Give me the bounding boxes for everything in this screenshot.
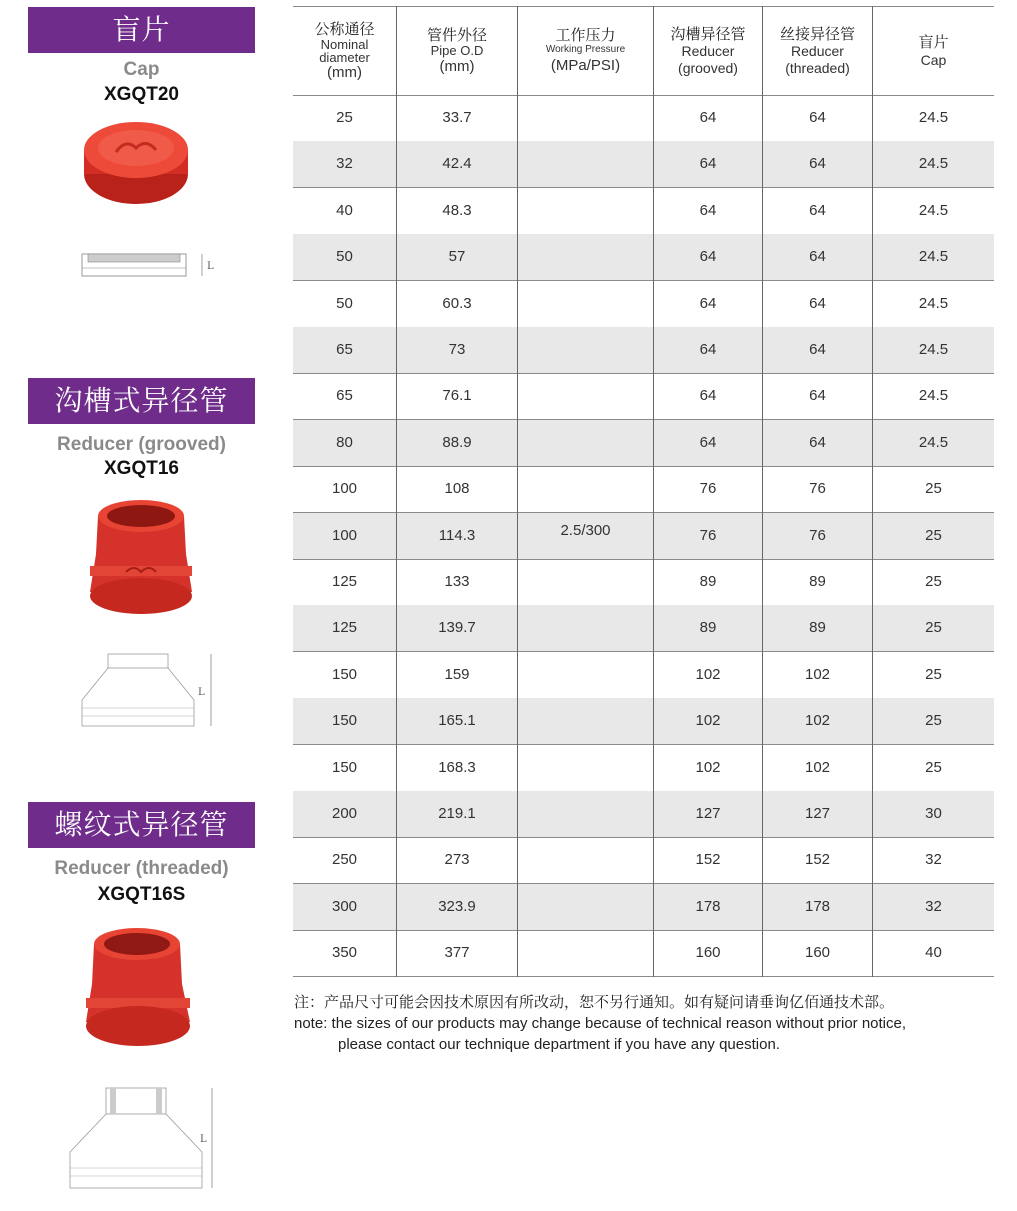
table-cell: 50	[336, 294, 353, 312]
reducer-threaded-english-name: Reducer (threaded)	[54, 858, 229, 879]
table-cell: 139.7	[438, 619, 476, 637]
cap-banner: 盲片	[28, 7, 255, 53]
table-cell: 25	[925, 526, 942, 544]
table-cell: 100	[331, 526, 358, 544]
table-cell: 350	[331, 944, 358, 962]
table-cell: 25	[925, 573, 942, 590]
table-cell: 88.9	[442, 433, 472, 451]
table-cell: 377	[444, 944, 470, 962]
table-cell: 25	[925, 712, 942, 730]
table-cell: 125	[331, 573, 358, 590]
reducer-threaded-dim-label: L	[200, 1134, 207, 1145]
column-divider	[653, 6, 654, 977]
column-divider	[762, 6, 763, 977]
table-row	[293, 234, 994, 281]
table-cell: 64	[699, 201, 717, 219]
table-row	[293, 745, 994, 792]
table-cell: 64	[809, 201, 826, 219]
table-cell: 159	[444, 665, 470, 683]
table-cell: 64	[699, 294, 717, 312]
table-cell: 64	[809, 294, 826, 312]
header-reducer-threaded: 丝接异径管 Reducer (threaded)	[779, 24, 855, 76]
header-cap: 盲片 Cap	[918, 32, 949, 68]
table-cell: 64	[699, 109, 717, 126]
table-cell: 50	[336, 248, 353, 266]
table-cell: 25	[925, 758, 942, 776]
table-cell: 48.3	[442, 201, 472, 219]
table-cell: 76	[699, 480, 717, 498]
cap-dim-label: L	[207, 261, 214, 272]
table-row	[293, 652, 994, 699]
table-cell: 200	[331, 805, 358, 822]
table-cell: 25	[336, 109, 353, 126]
reducer-grooved-photo	[86, 496, 196, 620]
cap-drawing	[80, 248, 220, 284]
table-cell: 24.5	[918, 341, 949, 358]
table-cell: 65	[336, 387, 353, 405]
table-cell: 24.5	[918, 201, 949, 219]
table-row	[293, 281, 994, 328]
table-cell: 152	[804, 851, 831, 869]
table-cell: 127	[804, 805, 831, 822]
table-cell: 24.5	[918, 387, 949, 405]
table-row	[293, 837, 994, 884]
table-row	[293, 605, 994, 652]
reducer-grooved-code: XGQT16	[104, 458, 179, 479]
table-cell: 32	[925, 851, 942, 869]
table-cell: 300	[331, 897, 358, 915]
table-cell: 24.5	[918, 155, 949, 173]
header-nominal: 公称通径 Nominal diameter (mm)	[314, 20, 375, 81]
table-row	[293, 373, 994, 420]
table-cell: 102	[695, 665, 721, 683]
table-cell: 40	[336, 201, 353, 219]
table-cell: 24.5	[918, 433, 949, 451]
table-cell: 160	[695, 944, 721, 962]
product-column	[0, 0, 280, 1211]
column-divider	[872, 6, 873, 977]
table-row	[293, 884, 994, 931]
table-cell: 219.1	[438, 805, 476, 822]
table-cell: 64	[809, 248, 826, 266]
table-cell: 73	[448, 341, 466, 358]
table-cell: 30	[925, 805, 942, 822]
table-row	[293, 930, 994, 977]
cap-photo	[76, 112, 196, 212]
pressure-value: 2.5/300	[560, 522, 611, 539]
column-divider	[396, 6, 397, 977]
table-cell: 76	[809, 526, 826, 544]
table-cell: 168.3	[438, 758, 476, 776]
table-cell: 323.9	[438, 897, 476, 915]
reducer-threaded-banner: 螺纹式异径管	[28, 802, 255, 848]
table-cell: 178	[804, 897, 831, 915]
table-cell: 24.5	[918, 248, 949, 266]
table-cell: 108	[444, 480, 470, 498]
table-cell: 32	[925, 897, 942, 915]
table-cell: 64	[699, 155, 717, 173]
table-cell: 24.5	[918, 294, 949, 312]
table-cell: 273	[444, 851, 470, 869]
table-cell: 133	[444, 573, 470, 590]
table-cell: 25	[925, 665, 942, 683]
table-row	[293, 420, 994, 467]
table-cell: 64	[809, 341, 826, 358]
table-cell: 152	[695, 851, 721, 869]
reducer-threaded-photo	[80, 924, 196, 1054]
table-cell: 178	[695, 897, 721, 915]
table-cell: 80	[336, 433, 353, 451]
table-row	[293, 791, 994, 838]
table-cell: 24.5	[918, 109, 949, 126]
cap-code: XGQT20	[104, 84, 179, 105]
table-cell: 57	[448, 248, 466, 266]
note-english-line2: please contact our technique department if you have any question.	[338, 1036, 780, 1053]
table-row	[293, 188, 994, 235]
table-cell: 89	[809, 573, 826, 590]
table-cell: 165.1	[438, 712, 476, 730]
reducer-grooved-banner: 沟槽式异径管	[28, 378, 255, 424]
table-row	[293, 559, 994, 606]
note-chinese: 注：产品尺寸可能会因技术原因有所改动，恕不另行通知。如有疑问请垂询亿佰通技术部。	[294, 993, 895, 1011]
table-cell: 40	[925, 944, 942, 962]
table-cell: 32	[336, 155, 353, 173]
table-cell: 102	[695, 758, 721, 776]
notes	[294, 992, 994, 1055]
table-row	[293, 95, 994, 142]
table-cell: 160	[804, 944, 831, 962]
table-cell: 150	[331, 758, 358, 776]
table-cell: 76	[809, 480, 826, 498]
reducer-threaded-code: XGQT16S	[97, 884, 186, 905]
table-cell: 76.1	[442, 387, 472, 405]
table-cell: 64	[809, 155, 826, 173]
table-cell: 60.3	[442, 294, 472, 312]
table-cell: 42.4	[442, 155, 472, 173]
header-pressure: 工作压力 Working Pressure (MPa/PSI)	[545, 25, 626, 74]
table-cell: 102	[695, 712, 721, 730]
reducer-threaded-drawing	[66, 1084, 222, 1196]
table-cell: 89	[809, 619, 826, 637]
table-cell: 250	[331, 851, 358, 869]
table-cell: 25	[925, 480, 942, 498]
table-row	[293, 141, 994, 188]
header-pipe-od: 管件外径 Pipe O.D (mm)	[426, 25, 487, 75]
table-cell: 102	[804, 665, 831, 683]
table-cell: 64	[809, 109, 826, 126]
table-cell: 65	[336, 341, 353, 358]
column-divider	[517, 6, 518, 977]
reducer-grooved-drawing	[78, 650, 220, 732]
table-row	[293, 466, 994, 513]
table-cell: 102	[804, 758, 831, 776]
note-english-line1: note: the sizes of our products may change because of technical reason without prior notice,	[294, 1015, 907, 1032]
table-cell: 114.3	[438, 526, 476, 544]
cap-english-name: Cap	[123, 59, 160, 80]
table-cell: 102	[804, 712, 831, 730]
header-reducer-grooved: 沟槽异径管 Reducer (grooved)	[670, 24, 746, 76]
table-cell: 89	[699, 573, 717, 590]
table-cell: 64	[699, 433, 717, 451]
reducer-grooved-dim-label: L	[198, 687, 205, 698]
table-cell: 33.7	[442, 109, 472, 126]
table-cell: 64	[809, 433, 826, 451]
table-cell: 64	[809, 387, 826, 405]
table-cell: 89	[699, 619, 717, 637]
table-cell: 25	[925, 619, 942, 637]
table-cell: 64	[699, 341, 717, 358]
table-cell: 76	[699, 526, 717, 544]
table-header	[293, 6, 994, 96]
table-row	[293, 698, 994, 745]
table-cell: 150	[331, 712, 358, 730]
table-row	[293, 327, 994, 374]
table-cell: 125	[331, 619, 358, 637]
table-cell: 64	[699, 387, 717, 405]
table-cell: 64	[699, 248, 717, 266]
table-cell: 127	[695, 805, 721, 822]
table-cell: 100	[331, 480, 358, 498]
reducer-grooved-english-name: Reducer (grooved)	[57, 434, 226, 455]
table-cell: 150	[331, 665, 358, 683]
